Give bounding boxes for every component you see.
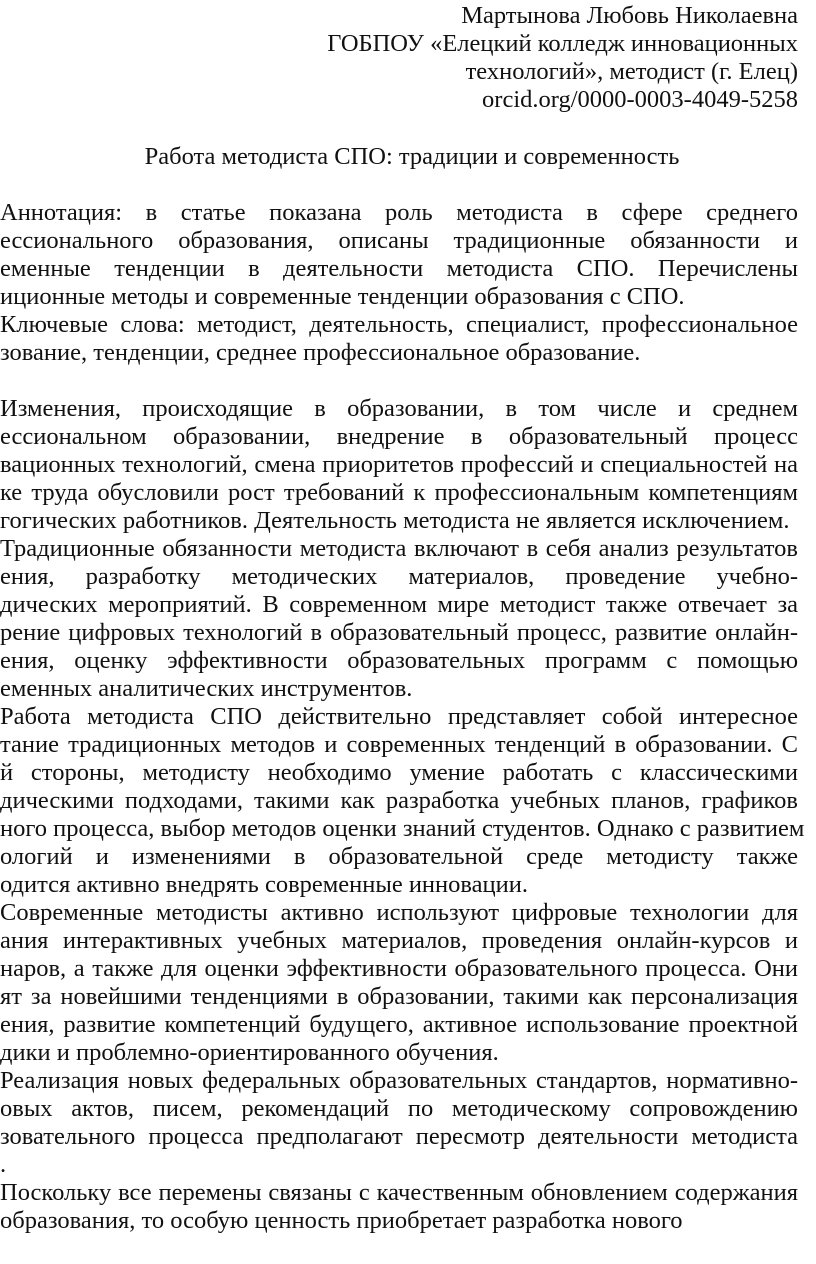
body-line: Реализация новых федеральных образовательных стандартов, нормативно- <box>0 1067 798 1094</box>
body-line: Традиционные обязанности методиста включают в себя анализ результатов <box>0 535 798 562</box>
body-line: еменных аналитических инструментов. <box>0 675 413 702</box>
body-line: ят за новейшими тенденциями в образовании, такими как персонализация <box>0 983 798 1010</box>
body-line: наров, а также для оценки эффективности образовательного процесса. Они <box>0 955 798 982</box>
body-line: дическими подходами, такими как разработка учебных планов, графиков <box>0 787 798 814</box>
body-line: ания интерактивных учебных материалов, проведения онлайн-курсов и <box>0 927 798 954</box>
body-line: гогических работников. Деятельность методиста не является исключением. <box>0 507 790 534</box>
body-line: одится активно внедрять современные инновации. <box>0 871 528 898</box>
body-line: ного процесса, выбор методов оценки знаний студентов. Однако с развитием <box>0 815 805 842</box>
organization-line: ГОБПОУ «Елецкий колледж инновационных <box>327 30 798 57</box>
annotation-line: Аннотация: в статье показана роль методиста в сфере среднего <box>0 199 798 226</box>
body-line: ения, разработку методических материалов, проведение учебно- <box>0 563 798 590</box>
article-title: Работа методиста СПО: традиции и современность <box>144 143 680 170</box>
organization-line: технологий», методист (г. Елец) <box>465 58 798 85</box>
body-line: овых актов, писем, рекомендаций по методическому сопровождению <box>0 1095 798 1122</box>
body-line: й стороны, методисту необходимо умение работать с классическими <box>0 759 798 786</box>
body-line: Изменения, происходящие в образовании, в том числе и среднем <box>0 395 798 422</box>
body-line: вационных технологий, смена приоритетов профессий и специальностей на <box>0 451 798 478</box>
body-line: дики и проблемно-ориентированного обучения. <box>0 1039 499 1066</box>
author-name: Мартынова Любовь Николаевна <box>461 2 798 29</box>
body-line: Работа методиста СПО действительно представляет собой интересное <box>0 703 798 730</box>
body-line: рение цифровых технологий в образовательный процесс, развитие онлайн- <box>0 619 798 646</box>
orcid-link[interactable]: orcid.org/0000-0003-4049-5258 <box>482 86 798 113</box>
body-line: дических мероприятий. В современном мире методист также отвечает за <box>0 591 798 618</box>
annotation-line: иционные методы и современные тенденции образования с СПО. <box>0 283 685 310</box>
body-line: ке труда обусловили рост требований к профессиональным компетенциям <box>0 479 798 506</box>
body-line: зовательного процесса предполагают пересмотр деятельности методиста <box>0 1123 798 1150</box>
body-line: ессиональном образовании, внедрение в образовательный процесс <box>0 423 798 450</box>
body-line: тание традиционных методов и современных тенденций в образовании. С <box>0 731 798 758</box>
annotation-line: еменные тенденции в деятельности методиста СПО. Перечислены <box>0 255 798 282</box>
keywords-line: зование, тенденции, среднее профессиональное образование. <box>0 339 641 366</box>
keywords-line: Ключевые слова: методист, деятельность, специалист, профессиональное <box>0 311 798 338</box>
annotation-line: ессионального образования, описаны традиционные обязанности и <box>0 227 798 254</box>
body-line: Современные методисты активно используют цифровые технологии для <box>0 899 798 926</box>
body-line: образования, то особую ценность приобретает разработка нового <box>0 1207 683 1234</box>
body-line: ологий и изменениями в образовательной среде методисту также <box>0 843 798 870</box>
body-line: ения, развитие компетенций будущего, активное использование проектной <box>0 1011 798 1038</box>
body-line: . <box>0 1151 7 1178</box>
body-line: ения, оценку эффективности образовательных программ с помощью <box>0 647 798 674</box>
body-line: Поскольку все перемены связаны с качественным обновлением содержания <box>0 1179 798 1206</box>
